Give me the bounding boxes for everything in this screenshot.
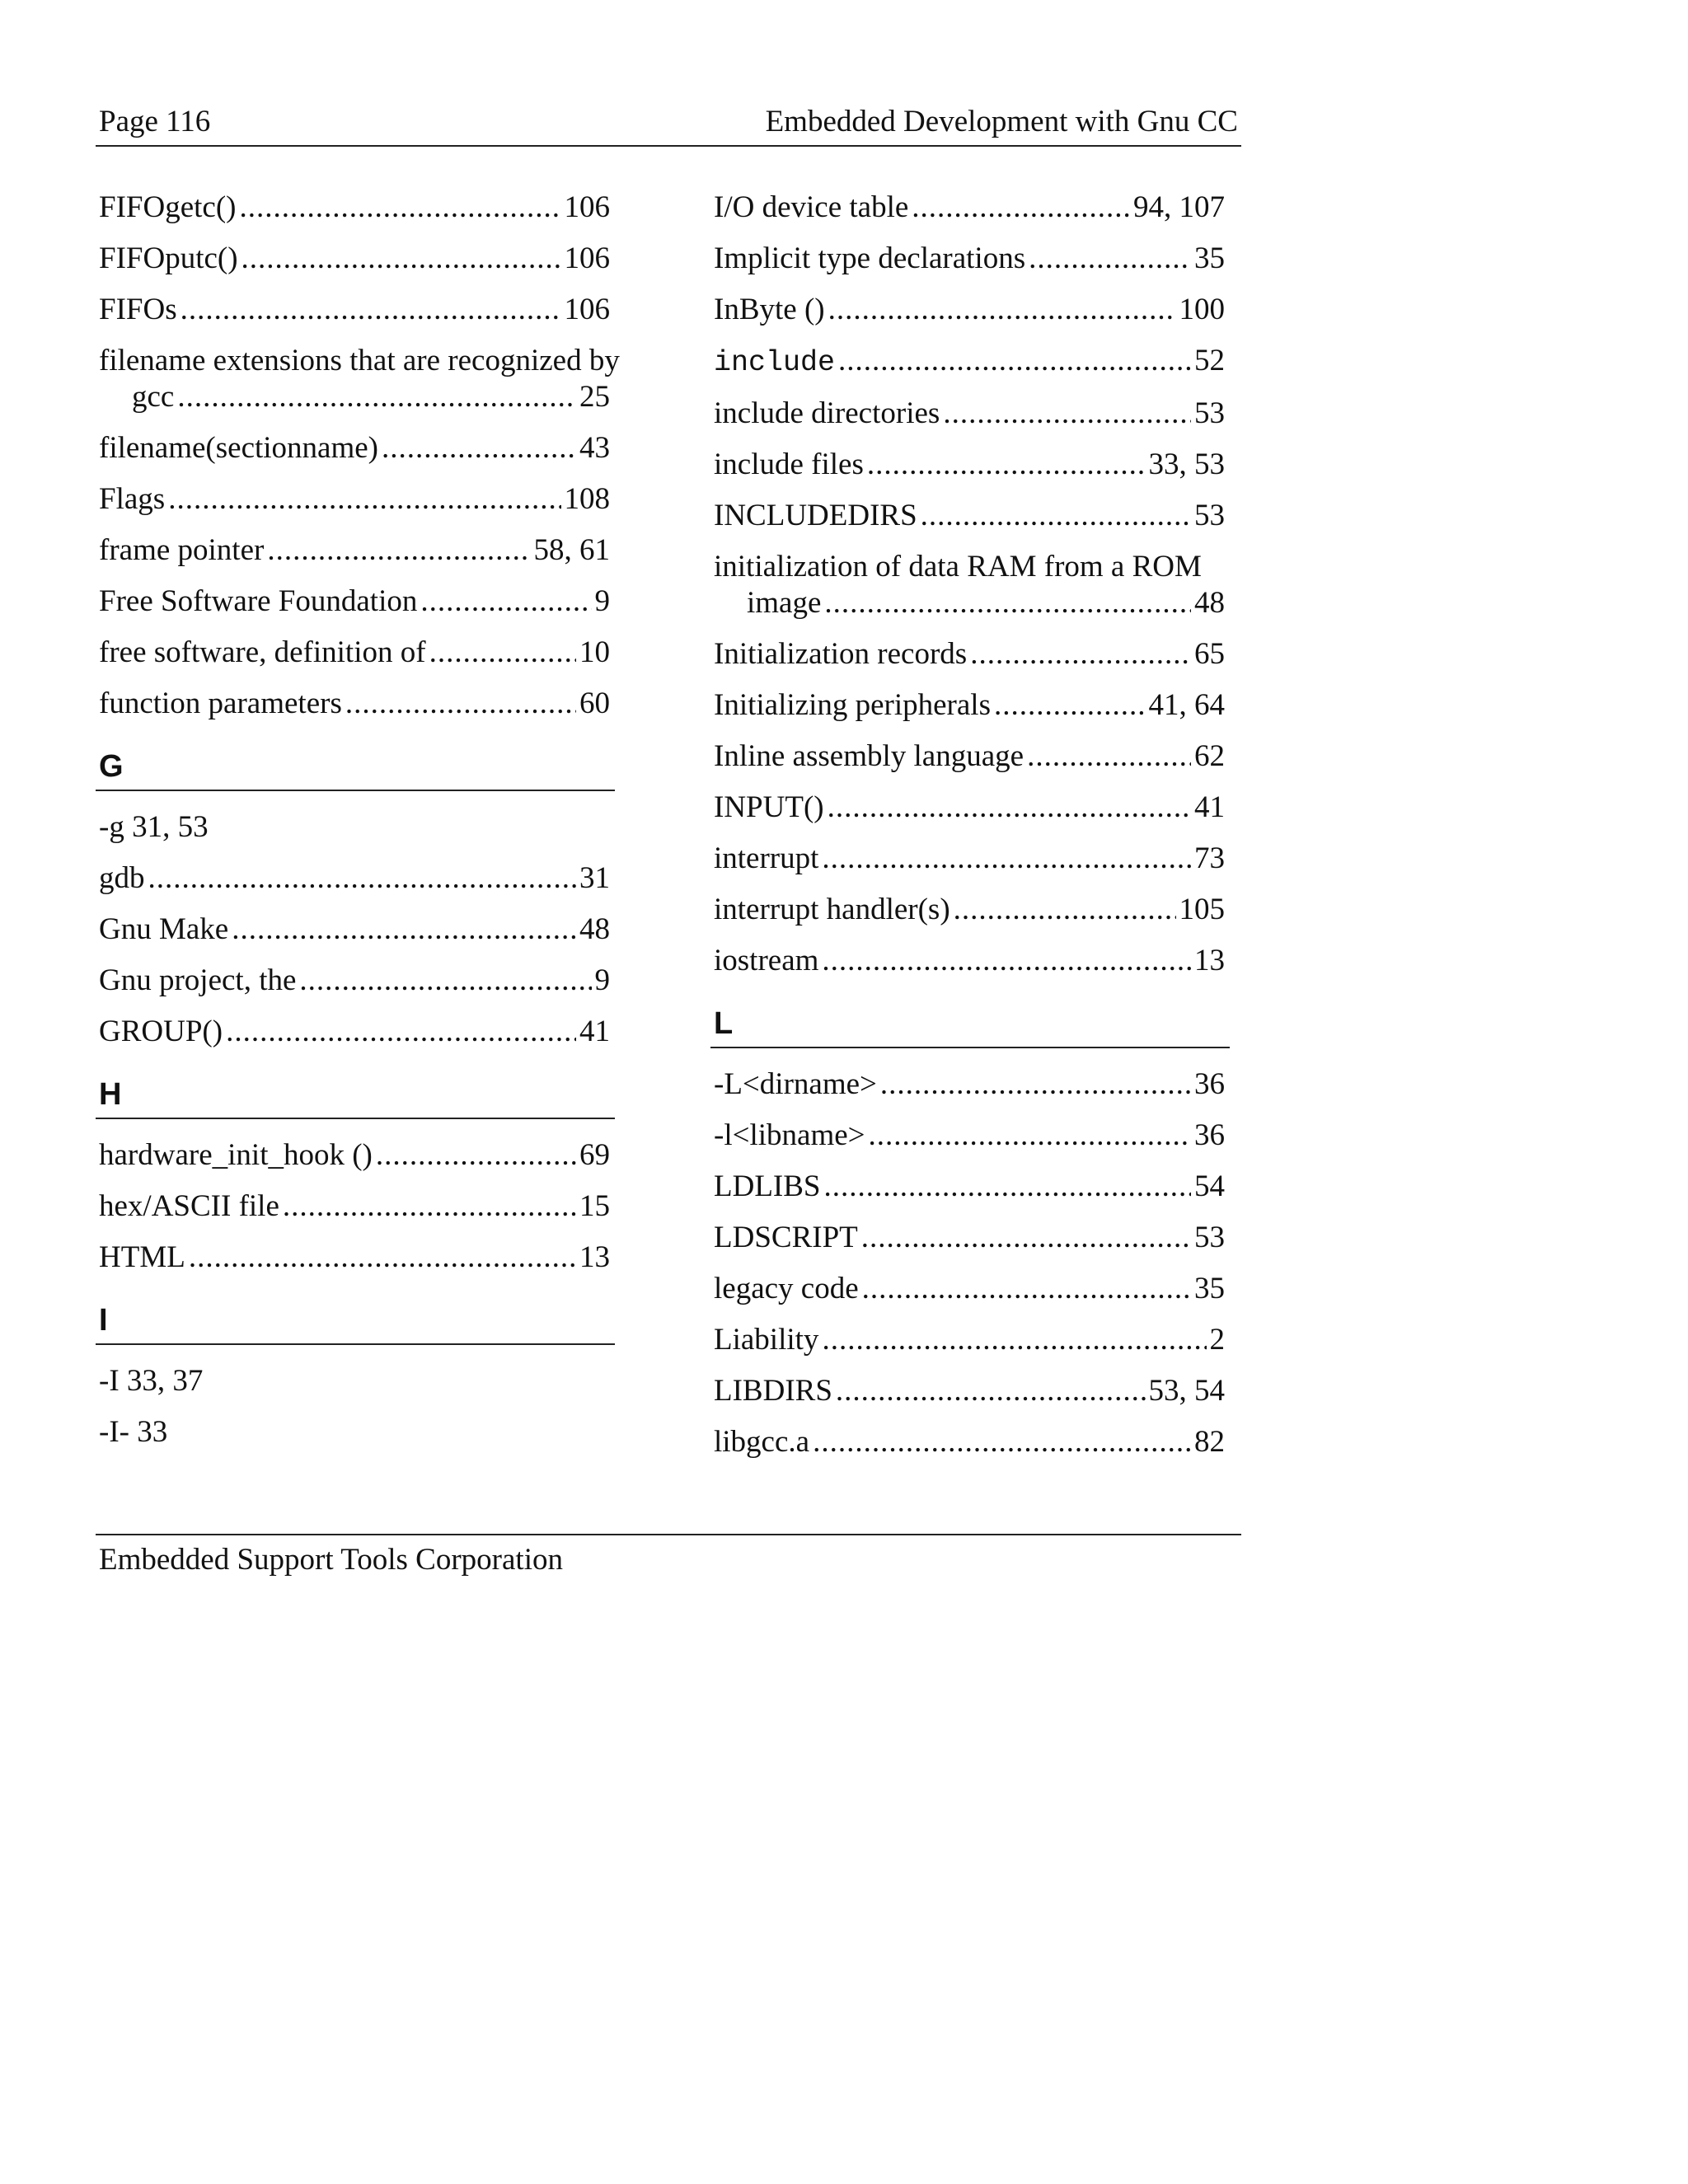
dot-leader	[382, 430, 576, 466]
index-page-refs: 53	[1194, 499, 1225, 532]
index-term: frame pointer	[99, 533, 265, 567]
index-entry	[96, 809, 615, 846]
index-term: filename extensions that are recognized by	[99, 344, 620, 377]
index-page-refs: 48	[1194, 586, 1225, 620]
dot-leader	[836, 1373, 1146, 1409]
dot-leader	[1029, 241, 1191, 277]
index-column-left	[96, 190, 620, 1465]
index-entry	[710, 738, 1230, 775]
dot-leader	[177, 379, 576, 415]
index-page-refs: 100	[1179, 293, 1225, 326]
dot-leader	[299, 963, 591, 999]
index-page-refs: 62	[1194, 739, 1225, 773]
index-page-refs: 106	[564, 293, 610, 326]
dot-leader	[862, 1271, 1191, 1307]
index-page-refs: 65	[1194, 637, 1225, 671]
index-page-refs: 15	[579, 1189, 610, 1223]
index-term: INCLUDEDIRS	[714, 499, 917, 532]
index-page-refs: 94, 107	[1133, 190, 1225, 224]
index-entry	[710, 1373, 1230, 1409]
index-entry	[96, 241, 615, 277]
index-page-refs: 9	[594, 584, 610, 618]
dot-leader	[241, 241, 561, 277]
index-term: -I- 33	[99, 1415, 168, 1449]
index-term: legacy code	[714, 1272, 859, 1305]
page-header	[96, 101, 1241, 147]
index-page-refs: 35	[1194, 1272, 1225, 1305]
index-page-refs: 60	[579, 687, 610, 720]
dot-leader	[429, 635, 576, 671]
index-term: interrupt handler(s)	[714, 893, 950, 926]
index-term: libgcc.a	[714, 1425, 810, 1459]
dot-leader	[824, 585, 1191, 621]
dot-leader	[181, 292, 561, 328]
dot-leader	[283, 1188, 576, 1225]
index-term: include	[714, 346, 836, 379]
page-footer	[96, 1534, 1241, 1578]
dot-leader	[813, 1424, 1191, 1460]
index-term-continuation: gcc	[132, 380, 175, 414]
dot-leader	[226, 1014, 576, 1050]
dot-leader	[345, 686, 576, 722]
index-term: include files	[714, 448, 864, 481]
index-term: FIFOs	[99, 293, 177, 326]
index-page-refs: 25	[579, 380, 610, 414]
index-section-heading: L	[710, 994, 1230, 1048]
index-page-refs: 2	[1209, 1323, 1225, 1357]
dot-leader	[943, 396, 1191, 432]
index-page-refs: 58, 61	[533, 533, 610, 567]
index-page-refs: 108	[564, 482, 610, 516]
index-term: gdb	[99, 861, 145, 895]
index-term-continuation: image	[747, 586, 822, 620]
index-entry	[96, 1188, 615, 1225]
index-page-refs: 52	[1194, 344, 1225, 377]
index-term: Free Software Foundation	[99, 584, 418, 618]
index-page-refs: 33, 53	[1148, 448, 1225, 481]
index-entry	[710, 343, 1230, 381]
index-entry-continuation	[714, 585, 1225, 621]
index-entry	[710, 1118, 1230, 1154]
index-section-heading: G	[96, 737, 615, 791]
index-entry	[710, 1169, 1230, 1205]
index-term: FIFOgetc()	[99, 190, 237, 224]
index-column-right	[710, 190, 1230, 1475]
index-term: hex/ASCII file	[99, 1189, 279, 1223]
index-term: Gnu project, the	[99, 963, 297, 997]
dot-leader	[232, 912, 576, 948]
index-entry	[710, 636, 1230, 673]
index-entry	[96, 1363, 615, 1399]
dot-leader	[921, 498, 1191, 534]
index-entry	[710, 498, 1230, 534]
index-entry	[96, 481, 615, 518]
dot-leader	[828, 790, 1191, 826]
index-entry	[96, 963, 615, 999]
index-term: LDSCRIPT	[714, 1221, 858, 1254]
index-entry	[96, 1414, 615, 1451]
index-term: function parameters	[99, 687, 342, 720]
index-term: -I 33, 37	[99, 1364, 204, 1398]
index-page-refs: 106	[564, 241, 610, 275]
index-entry	[710, 687, 1230, 724]
index-term: filename(sectionname)	[99, 431, 378, 465]
index-entry	[710, 841, 1230, 877]
dot-leader	[822, 841, 1191, 877]
index-entry	[710, 1220, 1230, 1256]
index-page-refs: 105	[1179, 893, 1225, 926]
index-entry	[710, 1322, 1230, 1358]
dot-leader	[189, 1240, 576, 1276]
index-page-refs: 9	[594, 963, 610, 997]
index-term: InByte ()	[714, 293, 825, 326]
dot-leader	[1027, 738, 1191, 775]
index-term: LIBDIRS	[714, 1374, 832, 1408]
index-entry	[96, 532, 615, 569]
index-page-refs: 82	[1194, 1425, 1225, 1459]
index-term: -L<dirname>	[714, 1067, 877, 1101]
dot-leader	[861, 1220, 1191, 1256]
index-entry	[710, 892, 1230, 928]
dot-leader	[954, 892, 1176, 928]
dot-leader	[838, 343, 1191, 379]
dot-leader	[239, 190, 560, 226]
page-number: Page 116	[99, 105, 211, 138]
index-page-refs: 73	[1194, 841, 1225, 875]
index-page-refs: 106	[564, 190, 610, 224]
index-entry	[96, 1240, 615, 1276]
index-term: include directories	[714, 396, 940, 430]
dot-leader	[912, 190, 1130, 226]
index-entry	[96, 583, 615, 620]
index-entry	[710, 447, 1230, 483]
index-page-refs: 41	[579, 1015, 610, 1048]
index-entry	[96, 190, 615, 226]
index-entry	[96, 912, 615, 948]
dot-leader	[994, 687, 1146, 724]
index-entry	[710, 1271, 1230, 1307]
index-section-heading: H	[96, 1065, 615, 1119]
index-entry	[96, 1014, 615, 1050]
index-entry	[96, 635, 615, 671]
index-entry	[710, 549, 1230, 621]
book-title: Embedded Development with Gnu CC	[765, 105, 1238, 138]
index-page-refs: 43	[579, 431, 610, 465]
index-term: free software, definition of	[99, 635, 426, 669]
index-term: Gnu Make	[99, 912, 229, 946]
dot-leader	[867, 447, 1146, 483]
index-entry	[710, 292, 1230, 328]
index-entry	[96, 1137, 615, 1174]
index-entry	[96, 860, 615, 897]
index-entry	[710, 241, 1230, 277]
dot-leader	[168, 481, 560, 518]
index-term: hardware_init_hook ()	[99, 1138, 373, 1172]
index-term: GROUP()	[99, 1015, 223, 1048]
index-page-refs: 41, 64	[1148, 688, 1225, 722]
index-entry	[710, 190, 1230, 226]
index-term: LDLIBS	[714, 1169, 821, 1203]
footer-company: Embedded Support Tools Corporation	[99, 1543, 563, 1577]
index-entry	[710, 943, 1230, 979]
index-term: FIFOputc()	[99, 241, 238, 275]
dot-leader	[822, 1322, 1206, 1358]
index-entry	[96, 343, 620, 415]
dot-leader	[828, 292, 1176, 328]
index-page-refs: 48	[579, 912, 610, 946]
index-term: INPUT()	[714, 790, 824, 824]
index-page-refs: 31	[579, 861, 610, 895]
dot-leader	[148, 860, 577, 897]
index-entry	[710, 790, 1230, 826]
index-term: Implicit type declarations	[714, 241, 1026, 275]
index-term: Initialization records	[714, 637, 968, 671]
index-page-refs: 69	[579, 1138, 610, 1172]
index-page-refs: 54	[1194, 1169, 1225, 1203]
index-entry	[96, 292, 615, 328]
index-entry-continuation	[99, 379, 610, 415]
index-term: interrupt	[714, 841, 819, 875]
dot-leader	[267, 532, 530, 569]
dot-leader	[824, 1169, 1192, 1205]
dot-leader	[880, 1066, 1191, 1103]
index-entry	[96, 686, 615, 722]
index-page-refs: 10	[579, 635, 610, 669]
index-term: Flags	[99, 482, 166, 516]
index-term: iostream	[714, 944, 819, 977]
index-page-refs: 13	[1194, 944, 1225, 977]
index-term: Inline assembly language	[714, 739, 1025, 773]
index-term: Initializing peripherals	[714, 688, 991, 722]
dot-leader	[869, 1118, 1191, 1154]
index-term: -g 31, 53	[99, 810, 209, 844]
index-section-heading: I	[96, 1291, 615, 1345]
index-entry	[710, 396, 1230, 432]
index-term: I/O device table	[714, 190, 909, 224]
index-term: initialization of data RAM from a ROM	[714, 550, 1202, 583]
index-page-refs: 41	[1194, 790, 1225, 824]
index-page-refs: 53, 54	[1148, 1374, 1225, 1408]
dot-leader	[970, 636, 1191, 673]
index-page-refs: 53	[1194, 1221, 1225, 1254]
index-page-refs: 36	[1194, 1067, 1225, 1101]
index-entry	[710, 1066, 1230, 1103]
index-term: Liability	[714, 1323, 819, 1357]
index-entry	[96, 430, 615, 466]
index-page-refs: 13	[579, 1240, 610, 1274]
dot-leader	[376, 1137, 576, 1174]
index-page-refs: 53	[1194, 396, 1225, 430]
index-page-refs: 36	[1194, 1118, 1225, 1152]
dot-leader	[822, 943, 1191, 979]
index-page-refs: 35	[1194, 241, 1225, 275]
index-entry	[710, 1424, 1230, 1460]
index-term: HTML	[99, 1240, 185, 1274]
dot-leader	[420, 583, 591, 620]
index-term: -l<libname>	[714, 1118, 865, 1152]
